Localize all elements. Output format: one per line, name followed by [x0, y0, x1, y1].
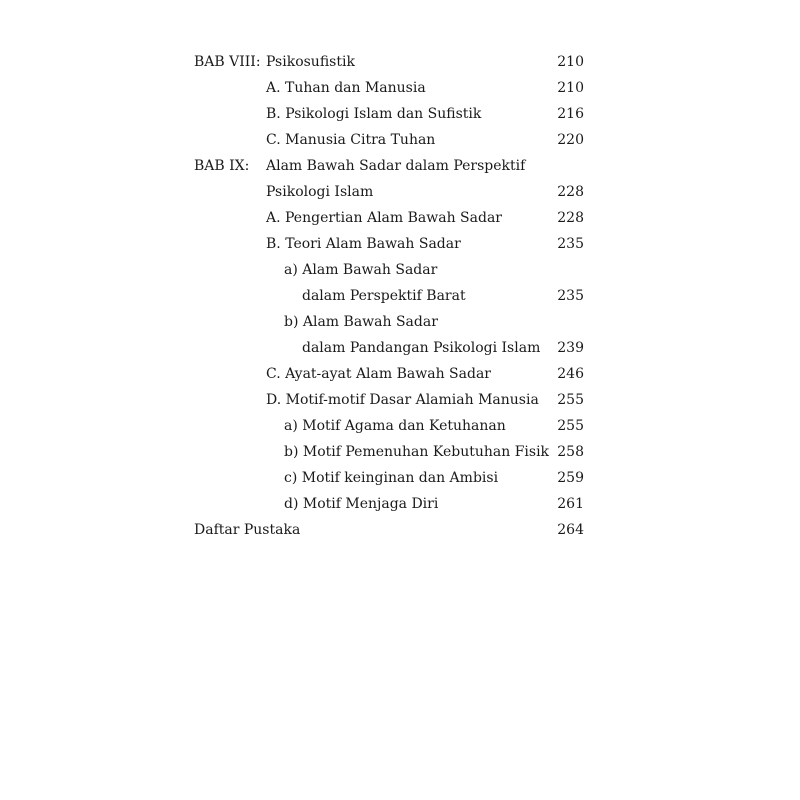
toc-entry-title: dalam Perspektif Barat [302, 288, 466, 304]
toc-entry [0, 101, 800, 127]
toc-entry [0, 75, 800, 101]
toc-entry [0, 257, 800, 283]
toc-entry-title: c) Motif keinginan dan Ambisi [284, 470, 499, 486]
toc-entry-title: a) Alam Bawah Sadar [284, 262, 438, 278]
toc-entry [0, 465, 800, 491]
toc-entry-title: b) Motif Pemenuhan Kebutuhan Fisik [284, 444, 550, 460]
toc-entry-title: a) Motif Agama dan Ketuhanan [284, 418, 506, 434]
toc-page-number: 264 [557, 522, 584, 538]
toc-page-number: 228 [557, 210, 584, 226]
toc-entry-title: Alam Bawah Sadar dalam Perspektif [266, 158, 526, 174]
toc-entry [0, 335, 800, 361]
toc-entry [0, 361, 800, 387]
toc-page-number: 220 [557, 132, 584, 148]
toc-page-number: 216 [557, 106, 584, 122]
toc-entry-title: d) Motif Menjaga Diri [284, 496, 439, 512]
toc-entry [0, 49, 800, 75]
toc-entry-title: C. Manusia Citra Tuhan [266, 132, 436, 148]
toc-page-number: 235 [557, 236, 584, 252]
toc-page-number: 210 [557, 54, 584, 70]
toc-entry-title: b) Alam Bawah Sadar [284, 314, 438, 330]
toc-page-number: 246 [557, 366, 584, 382]
toc-page-number: 255 [557, 392, 584, 408]
toc-entry [0, 153, 800, 179]
toc-entry [0, 127, 800, 153]
toc-page-number: 239 [557, 340, 584, 356]
toc-entry-title: Psikosufistik [266, 54, 355, 70]
toc-entry-title: B. Psikologi Islam dan Sufistik [266, 106, 482, 122]
toc-entry [0, 491, 800, 517]
toc-entry-title: D. Motif-motif Dasar Alamiah Manusia [266, 392, 539, 408]
toc-entry-title: dalam Pandangan Psikologi Islam [302, 340, 541, 356]
toc-entry [0, 439, 800, 465]
toc-entry-title: A. Tuhan dan Manusia [266, 80, 426, 96]
toc-entry-title: B. Teori Alam Bawah Sadar [266, 236, 461, 252]
toc-chapter-label: BAB VIII: [194, 54, 261, 70]
toc-page-number: 255 [557, 418, 584, 434]
toc-page-number: 259 [557, 470, 584, 486]
toc-entry [0, 283, 800, 309]
toc-entry [0, 309, 800, 335]
toc-entry-title: C. Ayat-ayat Alam Bawah Sadar [266, 366, 491, 382]
toc-entry-title: Psikologi Islam [266, 184, 374, 200]
toc-chapter-label: BAB IX: [194, 158, 250, 174]
toc-entry-title: A. Pengertian Alam Bawah Sadar [266, 210, 502, 226]
toc-entry [0, 179, 800, 205]
toc-page-number: 258 [557, 444, 584, 460]
toc-entry [0, 413, 800, 439]
toc-entry [0, 231, 800, 257]
toc-entry [0, 517, 800, 543]
toc-entry [0, 205, 800, 231]
toc-page-number: 261 [557, 496, 584, 512]
toc-entry [0, 387, 800, 413]
toc-page-number: 228 [557, 184, 584, 200]
toc-page-number: 235 [557, 288, 584, 304]
toc-page-number: 210 [557, 80, 584, 96]
toc-chapter-label: Daftar Pustaka [194, 522, 301, 538]
